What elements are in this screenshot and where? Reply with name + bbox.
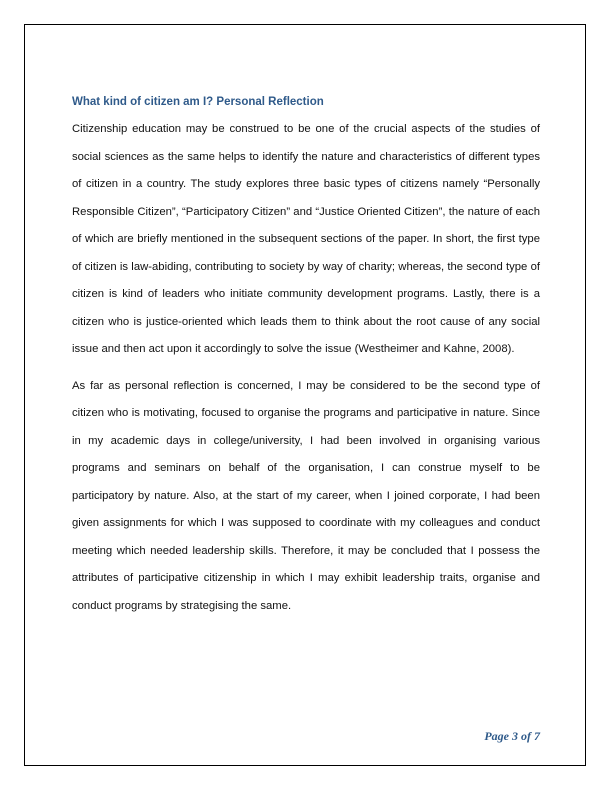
document-body	[72, 94, 540, 629]
section-heading: What kind of citizen am I? Personal Reflection	[72, 96, 324, 108]
paragraph-2: As far as personal reflection is concerned, I may be considered to be the second type of citizen who is motivating, focused to organise the programs and participative in nature. Since in my academic days in college/university, I had been involved in organising various programs and seminars on behalf of the organisation, I can construe myself to be participatory by nature. Also, at the start of my career, when I joined corporate, I had been given assignments for which I was supposed to coordinate with my colleagues and conduct meeting which needed leadership skills. Therefore, it may be concluded that I possess the attributes of participative citizenship in which I may exhibit leadership traits, organise and conduct programs by strategising the same.	[72, 379, 540, 612]
paragraph-1: Citizenship education may be construed to be one of the crucial aspects of the studies of social sciences as the same helps to identify the nature and characteristics of different types of citizen in a country. The study explores three basic types of citizens namely “Personally Responsible Citizen”, “Participatory Citizen” and “Justice Oriented Citizen”, the nature of each of which are briefly mentioned in the subsequent sections of the paper. In short, the first type of citizen is law-abiding, contributing to society by way of charity; whereas, the second type of citizen is kind of leaders who initiate community development programs. Lastly, there is a citizen who is justice-oriented which leads them to think about the root cause of any social issue and then act upon it accordingly to solve the issue (Westheimer and Kahne, 2008).	[72, 123, 540, 355]
page-number: Page 3 of 7	[484, 729, 540, 743]
